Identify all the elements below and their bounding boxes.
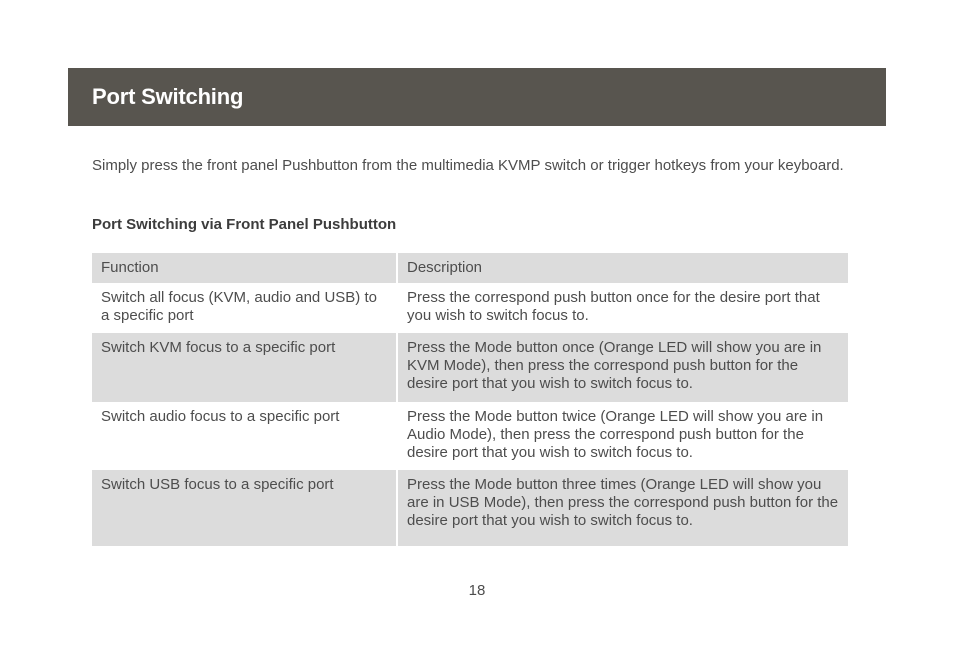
description-cell: Press the Mode button twice (Orange LED will show you are in Audio Mode), then press the correspond push button for the desire port that you wish to switch focus to. [407, 408, 824, 461]
page-title: Port Switching [92, 84, 244, 109]
section-subheading: Port Switching via Front Panel Pushbutton [92, 216, 397, 233]
description-cell: Press the Mode button once (Orange LED will show you are in KVM Mode), then press the correspond push button for the desire port that you wish to switch focus to. [397, 333, 848, 402]
section-header-bar [68, 68, 886, 126]
function-cell: Switch USB focus to a specific port [92, 470, 397, 546]
column-header-description: Description [397, 253, 848, 283]
function-cell: Switch all focus (KVM, audio and USB) to a specific port [92, 283, 397, 333]
table-row [92, 402, 848, 470]
table-row [92, 333, 848, 402]
function-cell: Switch audio focus to a specific port [92, 402, 397, 470]
intro-paragraph: Simply press the front panel Pushbutton from the multimedia KVMP switch or trigger hotkeys from your keyboard. [92, 157, 844, 174]
table-header-row [92, 253, 848, 283]
column-header-function: Function [92, 253, 397, 283]
description-cell: Press the correspond push button once for the desire port that you wish to switch focus to. [407, 289, 820, 324]
function-cell: Switch KVM focus to a specific port [92, 333, 397, 402]
page-number: 18 [468, 582, 486, 599]
table-row [92, 283, 848, 333]
description-cell: Press the Mode button three times (Orange LED will show you are in USB Mode), then press the correspond push button for the desire port that you wish to switch focus to. [397, 470, 848, 546]
table-row [92, 470, 848, 546]
port-switching-table [92, 253, 848, 546]
